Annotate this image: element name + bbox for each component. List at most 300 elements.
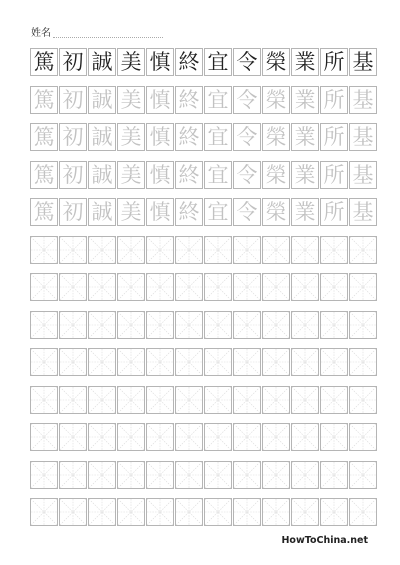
practice-cell bbox=[291, 48, 319, 76]
model-character: 美 bbox=[120, 50, 142, 74]
practice-cell bbox=[233, 48, 261, 76]
tracing-character: 業 bbox=[294, 200, 316, 224]
practice-cell bbox=[30, 423, 58, 451]
tracing-character: 令 bbox=[236, 88, 258, 112]
practice-cell bbox=[175, 461, 203, 489]
mi-grid-guides bbox=[118, 424, 144, 450]
practice-cell bbox=[175, 423, 203, 451]
tracing-character: 業 bbox=[294, 163, 316, 187]
practice-cell bbox=[204, 48, 232, 76]
practice-cell bbox=[233, 386, 261, 414]
practice-cell bbox=[204, 198, 232, 226]
practice-cell bbox=[204, 123, 232, 151]
practice-cell bbox=[204, 423, 232, 451]
practice-cell bbox=[233, 123, 261, 151]
blank-practice-row bbox=[30, 348, 377, 376]
mi-grid-guides bbox=[118, 462, 144, 488]
practice-cell bbox=[262, 348, 290, 376]
practice-cell bbox=[88, 386, 116, 414]
practice-cell bbox=[146, 423, 174, 451]
blank-practice-row bbox=[30, 236, 377, 264]
mi-grid-guides bbox=[176, 349, 202, 375]
practice-cell bbox=[30, 161, 58, 189]
site-credit: HowToChina.net bbox=[281, 535, 368, 546]
practice-cell bbox=[59, 236, 87, 264]
tracing-character: 慎 bbox=[149, 88, 171, 112]
practice-cell bbox=[291, 311, 319, 339]
practice-cell bbox=[59, 86, 87, 114]
practice-cell bbox=[146, 311, 174, 339]
practice-cell bbox=[117, 461, 145, 489]
tracing-character: 業 bbox=[294, 88, 316, 112]
practice-cell bbox=[117, 273, 145, 301]
practice-cell bbox=[320, 348, 348, 376]
mi-grid-guides bbox=[60, 462, 86, 488]
model-character: 令 bbox=[236, 50, 258, 74]
blank-practice-row bbox=[30, 311, 377, 339]
tracing-character: 初 bbox=[62, 163, 84, 187]
model-character: 篤 bbox=[33, 50, 55, 74]
practice-cell bbox=[59, 311, 87, 339]
practice-cell bbox=[262, 48, 290, 76]
practice-cell bbox=[204, 161, 232, 189]
practice-cell bbox=[146, 236, 174, 264]
mi-grid-guides bbox=[118, 499, 144, 525]
practice-cell bbox=[175, 498, 203, 526]
model-character: 業 bbox=[294, 50, 316, 74]
practice-cell bbox=[59, 423, 87, 451]
mi-grid-guides bbox=[89, 499, 115, 525]
mi-grid-guides bbox=[263, 237, 289, 263]
practice-cell bbox=[30, 461, 58, 489]
practice-cell bbox=[117, 386, 145, 414]
tracing-character: 宜 bbox=[207, 125, 229, 149]
practice-cell bbox=[233, 236, 261, 264]
practice-cell bbox=[349, 423, 377, 451]
practice-cell bbox=[320, 423, 348, 451]
practice-cell bbox=[88, 198, 116, 226]
mi-grid-guides bbox=[60, 499, 86, 525]
practice-cell bbox=[320, 236, 348, 264]
mi-grid-guides bbox=[118, 312, 144, 338]
tracing-character: 令 bbox=[236, 200, 258, 224]
practice-cell bbox=[146, 273, 174, 301]
mi-grid-guides bbox=[263, 462, 289, 488]
mi-grid-guides bbox=[31, 237, 57, 263]
mi-grid-guides bbox=[234, 424, 260, 450]
mi-grid-guides bbox=[234, 312, 260, 338]
practice-cell bbox=[59, 161, 87, 189]
practice-cell bbox=[233, 498, 261, 526]
tracing-character: 誠 bbox=[91, 125, 113, 149]
practice-cell bbox=[204, 86, 232, 114]
mi-grid-guides bbox=[263, 274, 289, 300]
model-character: 慎 bbox=[149, 50, 171, 74]
tracing-character: 慎 bbox=[149, 200, 171, 224]
tracing-character: 誠 bbox=[91, 88, 113, 112]
practice-cell bbox=[291, 86, 319, 114]
tracing-character: 終 bbox=[178, 88, 200, 112]
practice-cell bbox=[59, 348, 87, 376]
practice-cell bbox=[262, 461, 290, 489]
tracing-character: 宜 bbox=[207, 163, 229, 187]
mi-grid-guides bbox=[205, 462, 231, 488]
practice-cell bbox=[30, 311, 58, 339]
practice-cell bbox=[146, 198, 174, 226]
practice-cell bbox=[117, 498, 145, 526]
practice-cell bbox=[88, 273, 116, 301]
mi-grid-guides bbox=[118, 387, 144, 413]
practice-cell bbox=[175, 161, 203, 189]
tracing-character: 所 bbox=[323, 200, 345, 224]
tracing-character: 美 bbox=[120, 125, 142, 149]
practice-cell bbox=[320, 86, 348, 114]
tracing-character: 令 bbox=[236, 163, 258, 187]
practice-cell bbox=[262, 86, 290, 114]
tracing-character: 基 bbox=[352, 125, 374, 149]
practice-cell bbox=[88, 423, 116, 451]
practice-cell bbox=[59, 498, 87, 526]
practice-cell bbox=[320, 123, 348, 151]
practice-cell bbox=[175, 386, 203, 414]
mi-grid-guides bbox=[89, 274, 115, 300]
tracing-row bbox=[30, 123, 377, 151]
tracing-character: 篤 bbox=[33, 163, 55, 187]
practice-cell bbox=[59, 273, 87, 301]
tracing-character: 初 bbox=[62, 88, 84, 112]
practice-cell bbox=[88, 461, 116, 489]
tracing-character: 篤 bbox=[33, 88, 55, 112]
mi-grid-guides bbox=[147, 499, 173, 525]
practice-cell bbox=[88, 161, 116, 189]
mi-grid-guides bbox=[263, 424, 289, 450]
mi-grid-guides bbox=[263, 387, 289, 413]
tracing-character: 誠 bbox=[91, 200, 113, 224]
practice-cell bbox=[349, 198, 377, 226]
model-character: 誠 bbox=[91, 50, 113, 74]
tracing-row bbox=[30, 86, 377, 114]
practice-cell bbox=[262, 423, 290, 451]
practice-cell bbox=[349, 498, 377, 526]
practice-cell bbox=[30, 348, 58, 376]
practice-cell bbox=[175, 198, 203, 226]
practice-cell bbox=[204, 311, 232, 339]
practice-cell bbox=[262, 498, 290, 526]
mi-grid-guides bbox=[263, 312, 289, 338]
practice-cell bbox=[175, 123, 203, 151]
practice-cell bbox=[349, 273, 377, 301]
tracing-character: 終 bbox=[178, 200, 200, 224]
mi-grid-guides bbox=[147, 312, 173, 338]
mi-grid-guides bbox=[176, 499, 202, 525]
blank-practice-row bbox=[30, 498, 377, 526]
practice-cell bbox=[291, 161, 319, 189]
practice-cell bbox=[30, 48, 58, 76]
practice-cell bbox=[204, 386, 232, 414]
practice-cell bbox=[59, 461, 87, 489]
practice-cell bbox=[262, 161, 290, 189]
mi-grid-guides bbox=[234, 387, 260, 413]
mi-grid-guides bbox=[205, 237, 231, 263]
mi-grid-guides bbox=[60, 387, 86, 413]
mi-grid-guides bbox=[89, 462, 115, 488]
mi-grid-guides bbox=[89, 387, 115, 413]
mi-grid-guides bbox=[350, 387, 376, 413]
practice-cell bbox=[117, 86, 145, 114]
mi-grid-guides bbox=[147, 387, 173, 413]
practice-cell bbox=[262, 198, 290, 226]
tracing-character: 榮 bbox=[265, 163, 287, 187]
tracing-character: 宜 bbox=[207, 88, 229, 112]
practice-cell bbox=[320, 498, 348, 526]
name-underline bbox=[53, 37, 163, 38]
practice-cell bbox=[262, 386, 290, 414]
tracing-character: 基 bbox=[352, 200, 374, 224]
practice-cell bbox=[291, 236, 319, 264]
mi-grid-guides bbox=[31, 424, 57, 450]
mi-grid-guides bbox=[176, 237, 202, 263]
practice-cell bbox=[146, 86, 174, 114]
practice-cell bbox=[59, 48, 87, 76]
mi-grid-guides bbox=[176, 274, 202, 300]
practice-cell bbox=[117, 311, 145, 339]
tracing-character: 美 bbox=[120, 88, 142, 112]
mi-grid-guides bbox=[118, 349, 144, 375]
practice-cell bbox=[262, 273, 290, 301]
practice-cell bbox=[88, 236, 116, 264]
practice-cell bbox=[146, 498, 174, 526]
practice-cell bbox=[204, 461, 232, 489]
practice-cell bbox=[291, 461, 319, 489]
tracing-character: 榮 bbox=[265, 125, 287, 149]
mi-grid-guides bbox=[118, 274, 144, 300]
name-label: 姓名 bbox=[31, 28, 51, 39]
mi-grid-guides bbox=[60, 312, 86, 338]
mi-grid-guides bbox=[350, 237, 376, 263]
practice-cell bbox=[117, 198, 145, 226]
practice-cell bbox=[30, 498, 58, 526]
model-character: 所 bbox=[323, 50, 345, 74]
tracing-character: 榮 bbox=[265, 200, 287, 224]
practice-cell bbox=[349, 461, 377, 489]
mi-grid-guides bbox=[321, 274, 347, 300]
blank-practice-row bbox=[30, 461, 377, 489]
mi-grid-guides bbox=[234, 499, 260, 525]
practice-cell bbox=[204, 348, 232, 376]
tracing-character: 初 bbox=[62, 125, 84, 149]
tracing-character: 宜 bbox=[207, 200, 229, 224]
practice-cell bbox=[204, 273, 232, 301]
practice-cell bbox=[117, 423, 145, 451]
mi-grid-guides bbox=[205, 274, 231, 300]
practice-cell bbox=[233, 423, 261, 451]
mi-grid-guides bbox=[147, 424, 173, 450]
practice-cell bbox=[233, 461, 261, 489]
practice-cell bbox=[204, 498, 232, 526]
mi-grid-guides bbox=[350, 424, 376, 450]
practice-cell bbox=[349, 123, 377, 151]
practice-cell bbox=[175, 236, 203, 264]
practice-cell bbox=[146, 161, 174, 189]
mi-grid-guides bbox=[31, 274, 57, 300]
mi-grid-guides bbox=[263, 349, 289, 375]
practice-cell bbox=[233, 273, 261, 301]
mi-grid-guides bbox=[147, 349, 173, 375]
practice-cell bbox=[349, 161, 377, 189]
mi-grid-guides bbox=[321, 424, 347, 450]
mi-grid-guides bbox=[31, 349, 57, 375]
practice-cell bbox=[146, 123, 174, 151]
practice-cell bbox=[291, 348, 319, 376]
practice-cell bbox=[30, 198, 58, 226]
practice-cell bbox=[117, 48, 145, 76]
practice-cell bbox=[30, 86, 58, 114]
practice-cell bbox=[30, 236, 58, 264]
blank-practice-row bbox=[30, 386, 377, 414]
model-character: 終 bbox=[178, 50, 200, 74]
mi-grid-guides bbox=[350, 462, 376, 488]
mi-grid-guides bbox=[31, 499, 57, 525]
mi-grid-guides bbox=[89, 349, 115, 375]
tracing-character: 業 bbox=[294, 125, 316, 149]
mi-grid-guides bbox=[205, 349, 231, 375]
tracing-character: 所 bbox=[323, 88, 345, 112]
mi-grid-guides bbox=[89, 237, 115, 263]
mi-grid-guides bbox=[31, 462, 57, 488]
mi-grid-guides bbox=[321, 499, 347, 525]
practice-cell bbox=[117, 236, 145, 264]
tracing-character: 基 bbox=[352, 88, 374, 112]
mi-grid-guides bbox=[205, 312, 231, 338]
mi-grid-guides bbox=[234, 237, 260, 263]
mi-grid-guides bbox=[176, 424, 202, 450]
mi-grid-guides bbox=[31, 312, 57, 338]
tracing-character: 篤 bbox=[33, 200, 55, 224]
mi-grid-guides bbox=[234, 349, 260, 375]
practice-cell bbox=[233, 161, 261, 189]
tracing-character: 令 bbox=[236, 125, 258, 149]
practice-cell bbox=[291, 498, 319, 526]
model-character-row bbox=[30, 48, 377, 76]
practice-cell bbox=[291, 423, 319, 451]
mi-grid-guides bbox=[321, 312, 347, 338]
practice-cell bbox=[349, 236, 377, 264]
mi-grid-guides bbox=[176, 312, 202, 338]
tracing-character: 終 bbox=[178, 125, 200, 149]
mi-grid-guides bbox=[60, 237, 86, 263]
mi-grid-guides bbox=[321, 237, 347, 263]
tracing-character: 所 bbox=[323, 163, 345, 187]
tracing-row bbox=[30, 198, 377, 226]
practice-cell bbox=[88, 123, 116, 151]
mi-grid-guides bbox=[321, 387, 347, 413]
practice-cell bbox=[262, 311, 290, 339]
mi-grid-guides bbox=[350, 274, 376, 300]
practice-cell bbox=[233, 311, 261, 339]
practice-cell bbox=[117, 123, 145, 151]
mi-grid-guides bbox=[89, 424, 115, 450]
mi-grid-guides bbox=[60, 349, 86, 375]
mi-grid-guides bbox=[292, 424, 318, 450]
practice-cell bbox=[349, 86, 377, 114]
tracing-character: 美 bbox=[120, 163, 142, 187]
practice-cell bbox=[320, 48, 348, 76]
practice-cell bbox=[146, 48, 174, 76]
practice-cell bbox=[320, 161, 348, 189]
mi-grid-guides bbox=[118, 237, 144, 263]
mi-grid-guides bbox=[176, 462, 202, 488]
blank-practice-row bbox=[30, 423, 377, 451]
practice-cell bbox=[320, 198, 348, 226]
mi-grid-guides bbox=[292, 387, 318, 413]
mi-grid-guides bbox=[263, 499, 289, 525]
mi-grid-guides bbox=[292, 499, 318, 525]
name-field bbox=[31, 24, 163, 40]
tracing-character: 慎 bbox=[149, 163, 171, 187]
practice-cell bbox=[320, 461, 348, 489]
mi-grid-guides bbox=[31, 387, 57, 413]
mi-grid-guides bbox=[321, 462, 347, 488]
tracing-character: 篤 bbox=[33, 125, 55, 149]
mi-grid-guides bbox=[89, 312, 115, 338]
mi-grid-guides bbox=[321, 349, 347, 375]
model-character: 初 bbox=[62, 50, 84, 74]
practice-cell bbox=[175, 348, 203, 376]
tracing-character: 終 bbox=[178, 163, 200, 187]
practice-cell bbox=[117, 348, 145, 376]
practice-cell bbox=[146, 348, 174, 376]
practice-cell bbox=[204, 236, 232, 264]
practice-cell bbox=[30, 123, 58, 151]
practice-cell bbox=[175, 48, 203, 76]
mi-grid-guides bbox=[292, 349, 318, 375]
practice-cell bbox=[320, 273, 348, 301]
mi-grid-guides bbox=[350, 349, 376, 375]
practice-cell bbox=[146, 461, 174, 489]
practice-cell bbox=[233, 348, 261, 376]
practice-cell bbox=[175, 86, 203, 114]
tracing-character: 初 bbox=[62, 200, 84, 224]
mi-grid-guides bbox=[350, 499, 376, 525]
practice-cell bbox=[88, 348, 116, 376]
tracing-character: 美 bbox=[120, 200, 142, 224]
practice-cell bbox=[88, 311, 116, 339]
practice-cell bbox=[320, 311, 348, 339]
practice-cell bbox=[30, 273, 58, 301]
practice-cell bbox=[30, 386, 58, 414]
mi-grid-guides bbox=[205, 424, 231, 450]
practice-cell bbox=[117, 161, 145, 189]
model-character: 基 bbox=[352, 50, 374, 74]
mi-grid-guides bbox=[292, 274, 318, 300]
practice-cell bbox=[88, 498, 116, 526]
practice-cell bbox=[291, 386, 319, 414]
practice-cell bbox=[349, 48, 377, 76]
mi-grid-guides bbox=[292, 462, 318, 488]
mi-grid-guides bbox=[147, 274, 173, 300]
practice-cell bbox=[349, 311, 377, 339]
practice-cell bbox=[233, 198, 261, 226]
mi-grid-guides bbox=[60, 424, 86, 450]
mi-grid-guides bbox=[60, 274, 86, 300]
mi-grid-guides bbox=[147, 462, 173, 488]
practice-cell bbox=[291, 273, 319, 301]
model-character: 宜 bbox=[207, 50, 229, 74]
mi-grid-guides bbox=[350, 312, 376, 338]
practice-cell bbox=[291, 198, 319, 226]
practice-cell bbox=[88, 86, 116, 114]
mi-grid-guides bbox=[205, 387, 231, 413]
